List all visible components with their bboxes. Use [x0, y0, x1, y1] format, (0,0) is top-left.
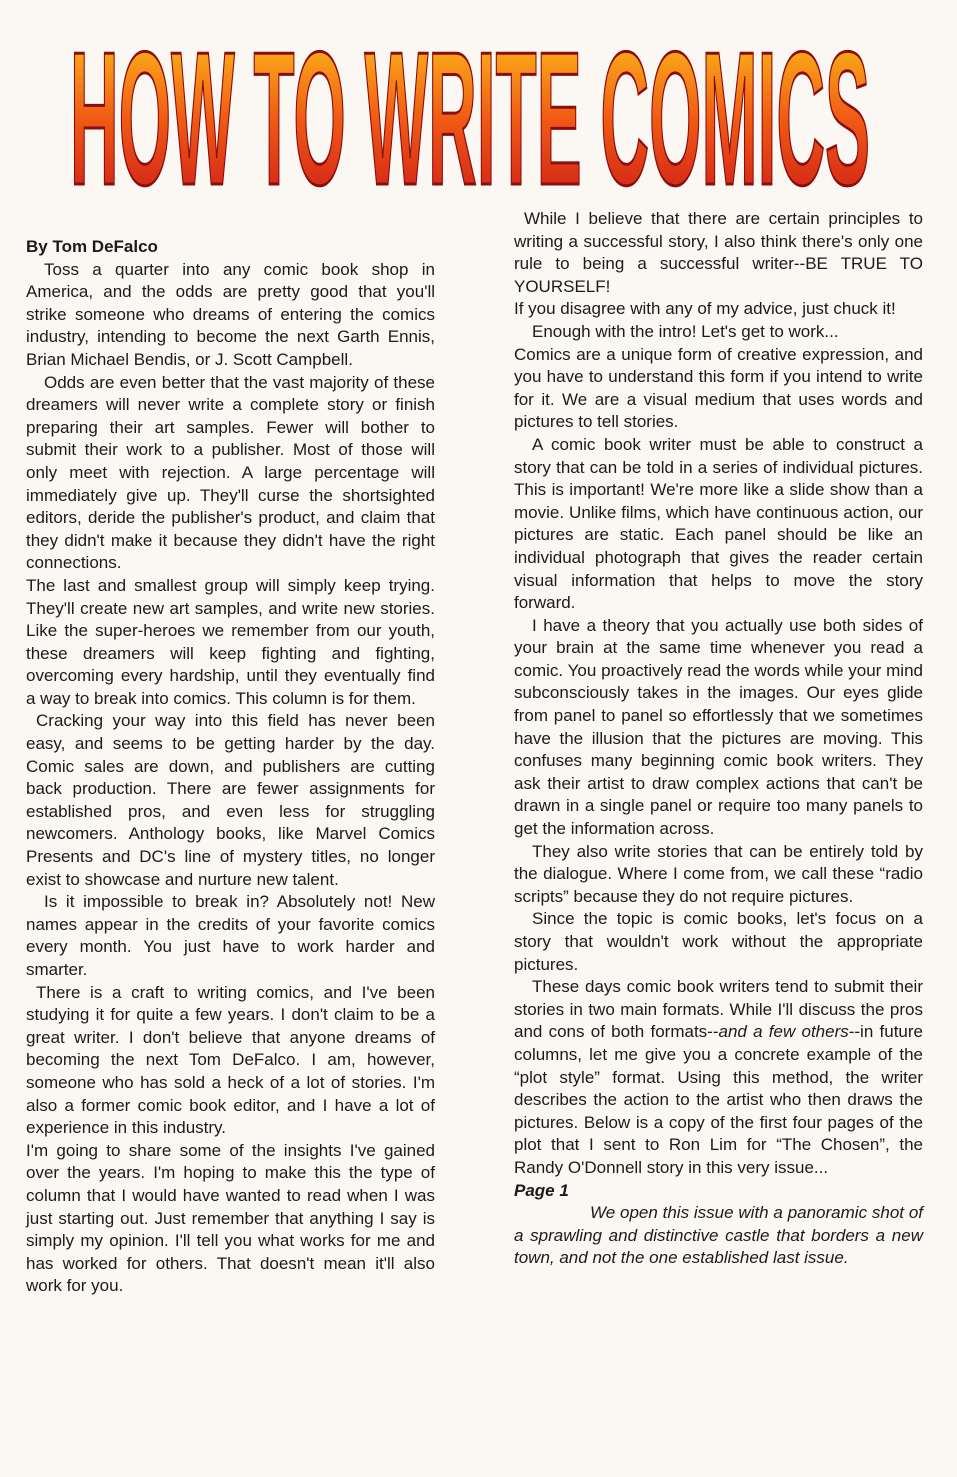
page-title: HOW TO WRITE COMICS [70, 13, 870, 202]
page-label: Page 1 [514, 1180, 569, 1200]
left-column [26, 236, 435, 1298]
byline: By Tom DeFalco [26, 237, 158, 256]
paragraph: The last and smallest group will simply keep trying. They'll create new art samples, and write new stories. Like the super-heroes we remember from our youth, these dreamers will keep fighting and fighting, overcoming every hardship, until they eventually find a way to break into comics. This column is for them. [26, 575, 435, 708]
paragraph: Enough with the intro! Let's get to work... [532, 321, 839, 341]
paragraph: A comic book writer must be able to construct a story that can be told in a series of individual pictures. This is important! We're more like a slide show than a movie. Unlike films, which have continuous action, our pictures are static. Each panel should be like an individual photograph that gives the reader certain visual information that helps to move the story forward. [514, 434, 923, 613]
emphasis-run: and a few others [718, 1022, 849, 1042]
paragraph: I'm going to share some of the insights I've gained over the years. I'm hoping to make this the type of column that I would have wanted to read when I was just starting out. Just remember that anything I say is simply my opinion. I'll tell you what works for me and has worked for others. That doesn't mean it'll also work for you. [26, 1140, 435, 1296]
paragraph: They also write stories that can be entirely told by the dialogue. Where I come from, we call these “radio scripts” because they do not require pictures. [514, 841, 923, 906]
paragraph: Comics are a unique form of creative expression, and you have to understand this form if you intend to write for it. We are a visual medium that uses words and pictures to tell stories. [514, 344, 923, 432]
paragraph: Cracking your way into this field has never been easy, and seems to be getting harder by the day. Comic sales are down, and publishers are cutting back production. There are fewer assignments for established pros, and even less for struggling newcomers. Anthology books, like Marvel Comics Presents and DC's line of mystery titles, no longer exist to showcase and nurture new talent. [26, 711, 435, 889]
plot-excerpt: We open this issue with a panoramic shot of a sprawling and distinctive castle that borders a new town, and not the one established last issue. [514, 1203, 923, 1268]
paragraph: I have a theory that you actually use both sides of your brain at the same time whenever you read a comic. You proactively read the words while your mind subconsciously takes in the images. Our eyes glide from panel to panel so effortlessly that we sometimes have the illusion that the pictures are moving. This confuses many beginning comic book writers. They ask their artist to draw complex actions that can't be drawn in a single panel or require too many panels to get the information across. [514, 615, 923, 839]
paragraph: There is a craft to writing comics, and I've been studying it for quite a few years. I don't claim to be a great writer. I don't believe that anyone dreams of becoming the next Tom DeFalco. I am, however, someone who has sold a heck of a lot of stories. I'm also a former comic book editor, and I have a lot of experience in this industry. [26, 982, 435, 1138]
title-banner [60, 12, 880, 202]
paragraph: Toss a quarter into any comic book shop in America, and the odds are pretty good that you'll strike someone who dreams of entering the comics industry, intending to become the next Garth Ennis, Brian Michael Bendis, or J. Scott Campbell. [26, 259, 435, 369]
text-run: These days comic book writers tend to submit their stories in two main formats. While I'll discuss the pros and cons of both formats-- [514, 977, 923, 1042]
paragraph: Is it impossible to break in? Absolutely not! New names appear in the credits of your favorite comics every month. You just have to work harder and smarter. [26, 892, 435, 979]
title-art [60, 12, 880, 202]
paragraph: Since the topic is comic books, let's focus on a story that wouldn't work without the appropriate pictures. [514, 909, 923, 974]
paragraph: While I believe that there are certain principles to writing a successful story, I also think there's only one rule to being a successful writer--BE TRUE TO YOURSELF! [514, 209, 923, 296]
paragraph-formats [514, 976, 923, 1179]
paragraph: Odds are even better that the vast majority of these dreamers will never write a complete story or finish preparing their art samples. Fewer will bother to submit their work to a publisher. Most of those will only meet with rejection. A large percentage will immediately give up. They'll curse the shortsighted editors, deride the publisher's product, and claim that they didn't make it because they didn't have the right connections. [26, 372, 435, 573]
right-column [514, 208, 923, 1270]
paragraph: If you disagree with any of my advice, just chuck it! [514, 299, 896, 319]
text-run: --in future columns, let me give you a concrete example of the “plot style” format. Using this method, the writer describes the action to the artist who then draws the pictures. Below is a copy of the first four pages of the plot that I sent to Ron Lim for “The Chosen”, the Randy O'Donnell story in this very issue... [514, 1022, 923, 1177]
